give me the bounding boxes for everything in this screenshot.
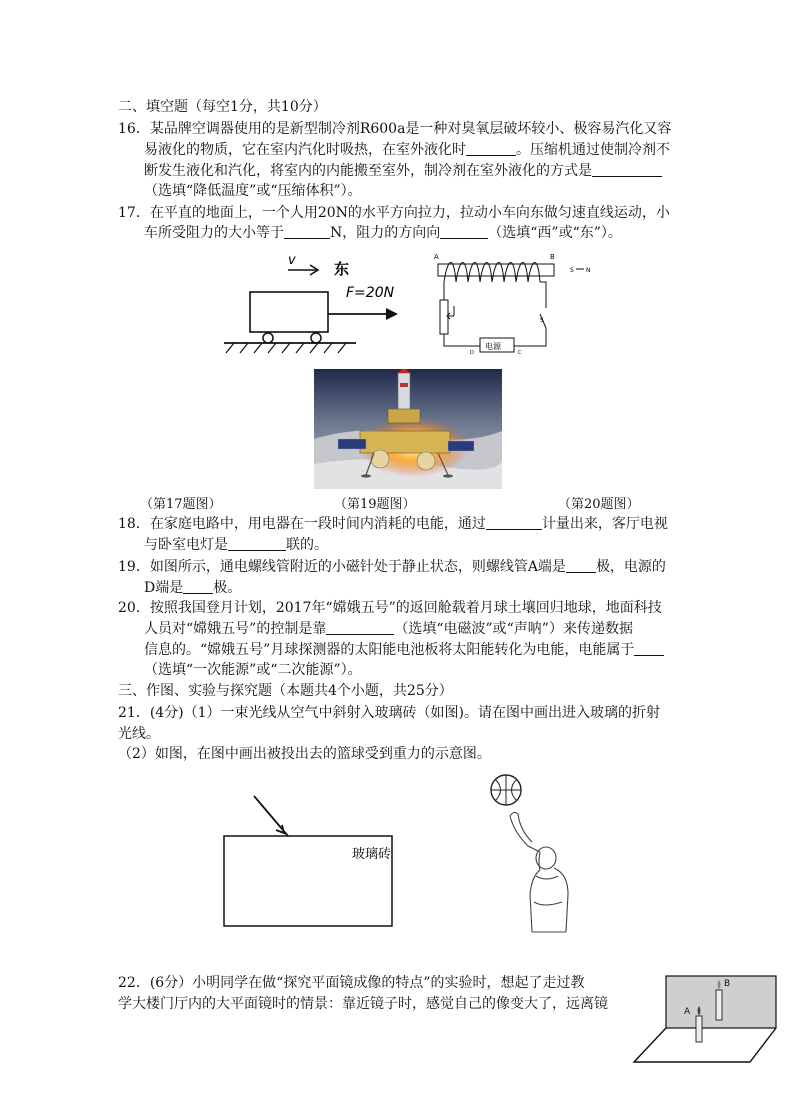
terminal-c-label: C (518, 350, 522, 356)
force-label: F=20N (346, 285, 395, 301)
figure-17-cart (218, 252, 408, 357)
q16-line4: （选填“降低温度”或“压缩体积”）。 (144, 183, 362, 199)
q18-line2 (144, 535, 328, 555)
q20-text-a: 人员对“嫦娥五号”的控制是靠 (144, 621, 327, 637)
q18-text-b: 计量出来，客厅电视 (541, 516, 668, 532)
figure-21-glass-block (220, 790, 400, 932)
q17-line1: 17．在平直的地面上，一个人用20N的水平方向拉力，拉动小车向东做匀速直线运动，小 (118, 205, 670, 221)
q19-text-d: 极。 (213, 580, 242, 596)
q19-line1 (118, 557, 666, 577)
q16-line1: 16．某品牌空调器使用的是新型制冷剂R600a是一种对臭氧层破坏较小、极容易汽化又容 (118, 121, 672, 137)
compass-s-label: S (570, 267, 574, 274)
q18-line1 (118, 514, 668, 534)
q19-text-c: D端是 (144, 580, 184, 596)
terminal-d-label: D (470, 350, 474, 356)
terminal-b-label: B (550, 253, 555, 261)
q18-blank-2[interactable] (228, 536, 286, 551)
q20-blank-2[interactable] (634, 641, 664, 656)
q16-line3 (144, 161, 662, 181)
q20-text-b: （选填“电磁波”或“声呐”）来传递数据 (394, 621, 633, 637)
caption-figure-20: （第20题图） (558, 497, 640, 512)
switch-s-label: S (540, 317, 544, 324)
section-2-title: 二、填空题（每空1分，共10分） (118, 99, 327, 115)
compass-n-label: N (586, 267, 591, 274)
q16-blank-2[interactable] (592, 162, 662, 177)
q20-line1: 20．按照我国登月计划，2017年“嫦娥五号”的返回舱载着月球土壤回归地球，地面科技 (118, 600, 662, 616)
q21-line2: 光线。 (118, 726, 160, 742)
q18-text-a: 18．在家庭电路中，用电器在一段时间内消耗的电能，通过 (118, 516, 486, 532)
glass-block-label: 玻璃砖 (352, 847, 392, 862)
q16-blank-1[interactable] (466, 141, 516, 156)
solenoid-coil (444, 263, 540, 283)
q19-blank-2[interactable] (183, 579, 213, 594)
caption-figure-17: （第17题图） (140, 497, 222, 512)
q17-text-c: （选填“西”或“东”）。 (488, 225, 622, 241)
candle-b-label: B (724, 979, 731, 989)
q20-text-c: 信息的。“嫦娥五号”月球探测器的太阳能电池板将太阳能转化为电能，电能属于 (144, 642, 635, 658)
q17-line2 (144, 223, 622, 243)
velocity-label: v (288, 253, 296, 268)
q20-line4: （选填“一次能源”或“二次能源”）。 (144, 662, 362, 678)
q21-line3: （2）如图，在图中画出被投出去的篮球受到重力的示意图。 (118, 746, 491, 762)
q16-text-a: 易液化的物质，它在室内汽化时吸热，在室外液化时 (144, 142, 466, 158)
q22-line2: 学大楼门厅内的大平面镜时的情景：靠近镜子时，感觉自己的像变大了，远离镜 (118, 996, 608, 1012)
q21-line1: 21．(4分)（1）一束光线从空气中斜射入玻璃砖（如图)。请在图中画出进入玻璃的折射 (118, 705, 661, 721)
q18-blank-1[interactable] (486, 515, 542, 530)
figure-21-basketball-player (484, 772, 584, 938)
q19-text-b: 极，电源的 (595, 559, 666, 575)
candle-a-label: A (684, 1007, 691, 1017)
q20-line2 (144, 619, 633, 639)
table-surface (634, 1028, 776, 1062)
cart-body (250, 292, 328, 332)
section-3-title: 三、作图、实验与探究题（本题共4个小题，共25分） (118, 683, 453, 699)
q18-text-d: 联的。 (286, 537, 328, 553)
terminal-a-label: A (434, 253, 439, 261)
cart-wheel-right (311, 333, 321, 343)
figure-19-lander-image (314, 369, 502, 489)
q17-text-a: 车所受阻力的大小等于 (144, 225, 284, 241)
q20-line3 (144, 640, 664, 660)
q18-text-c: 与卧室电灯是 (144, 537, 228, 553)
caption-figure-19: （第19题图） (334, 497, 416, 512)
figure-22-plane-mirror (632, 968, 780, 1064)
cart-wheel-left (263, 333, 273, 343)
q19-text-a: 19．如图所示，通电螺线管附近的小磁针处于静止状态，则螺线管A端是 (118, 559, 566, 575)
candle-b (716, 990, 722, 1020)
q16-text-c: 断发生液化和汽化，将室内的内能搬至室外，制冷剂在室外液化的方式是 (144, 163, 592, 179)
q16-line2 (144, 140, 670, 160)
figure-20-solenoid-circuit (430, 248, 600, 356)
q17-blank-1[interactable] (284, 224, 330, 239)
q20-blank-1[interactable] (326, 620, 394, 635)
power-supply-label: 电源 (485, 342, 501, 351)
q22-line1: 22．(6分）小明同学在做“探究平面镜成像的特点”的实验时，想起了走过教 (118, 975, 585, 991)
candle-a (696, 1016, 702, 1042)
q19-blank-1[interactable] (566, 558, 596, 573)
basketball-icon (491, 775, 521, 805)
q16-text-b: 。压缩机通过使制冷剂不 (516, 142, 670, 158)
q17-blank-2[interactable] (440, 224, 488, 239)
rheostat (440, 300, 448, 334)
east-label: 东 (334, 260, 350, 278)
q17-text-b: N，阻力的方向向 (330, 225, 441, 241)
q19-line2 (144, 578, 241, 598)
